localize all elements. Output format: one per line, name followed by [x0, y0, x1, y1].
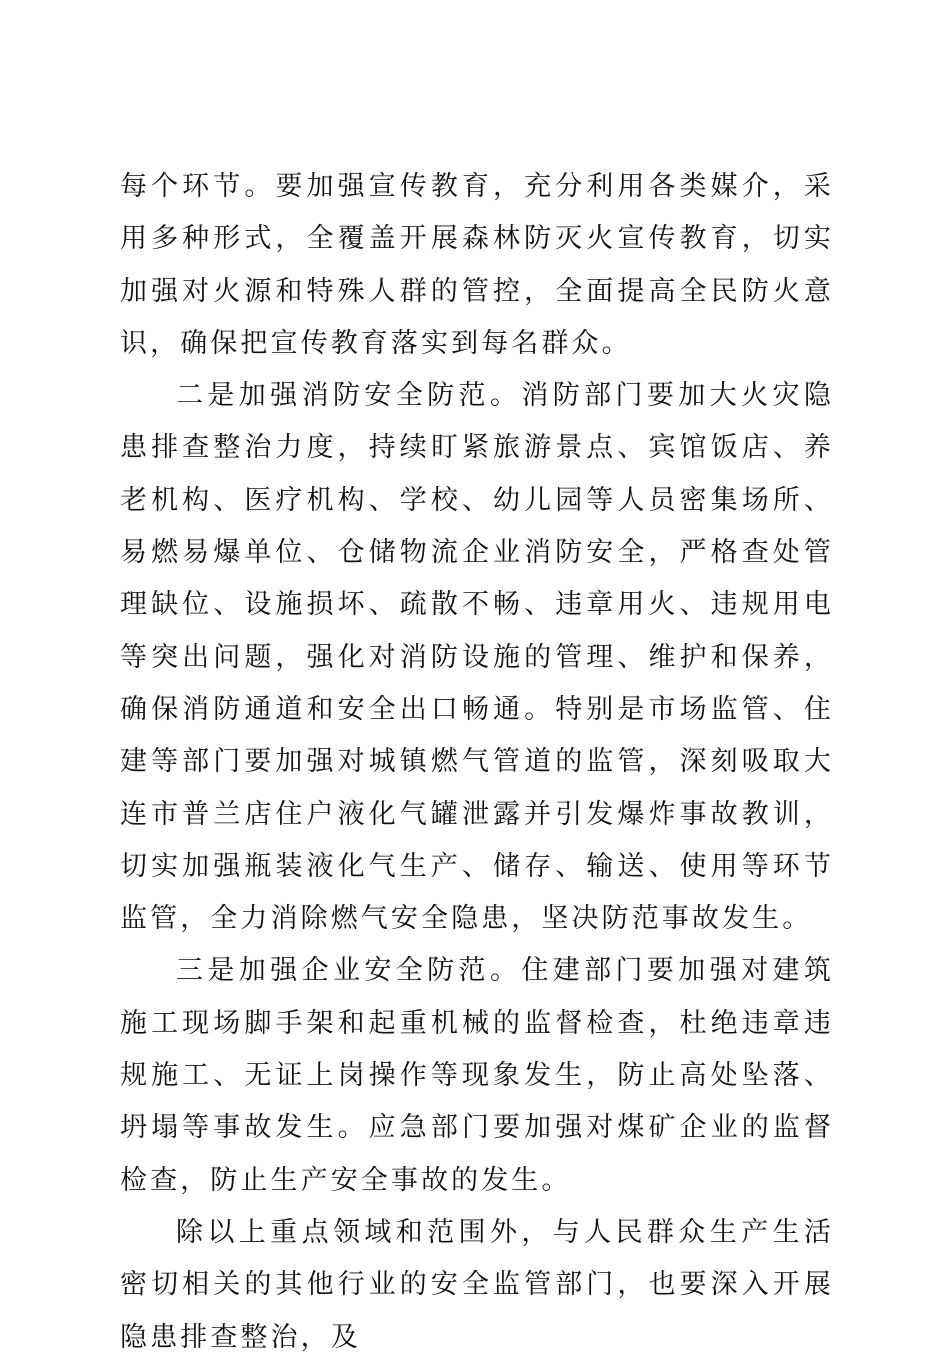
paragraph-continuation: 每个环节。要加强宣传教育，充分利用各类媒介，采用多种形式，全覆盖开展森林防灭火宣传教育，切实加强对火源和特殊人群的管控，全面提高全民防火意识，确保把宣传教育落实到每名群众。 [120, 171, 834, 359]
paragraph-other-sectors: 除以上重点领域和范围外，与人民群众生产生活密切相关的其他行业的安全监管部门，也要深入开展隐患排查整治，及 [120, 1216, 834, 1353]
paragraph-fire-safety: 二是加强消防安全防范。消防部门要加大火灾隐患排查整治力度，持续盯紧旅游景点、宾馆饭店、养老机构、医疗机构、学校、幼儿园等人员密集场所、易燃易爆单位、仓储物流企业消防安全，严格查处管理缺位、设施损坏、疏散不畅、违章用火、违规用电等突出问题，强化对消防设施的管理、维护和保养，确保消防通道和安全出口畅通。特别是市场监管、住建等部门要加强对城镇燃气管道的监管，深刻吸取大连市普兰店住户液化气罐泄露并引发爆炸事故教训，切实加强瓶装液化气生产、储存、输送、使用等环节监管，全力消除燃气安全隐患，坚决防范事故发生。 [120, 380, 834, 935]
document-page [120, 161, 834, 1364]
paragraph-enterprise-safety: 三是加强企业安全防范。住建部门要加强对建筑施工现场脚手架和起重机械的监督检查，杜绝违章违规施工、无证上岗操作等现象发生，防止高处坠落、坍塌等事故发生。应急部门要加强对煤矿企业的监督检查，防止生产安全事故的发生。 [120, 955, 834, 1196]
